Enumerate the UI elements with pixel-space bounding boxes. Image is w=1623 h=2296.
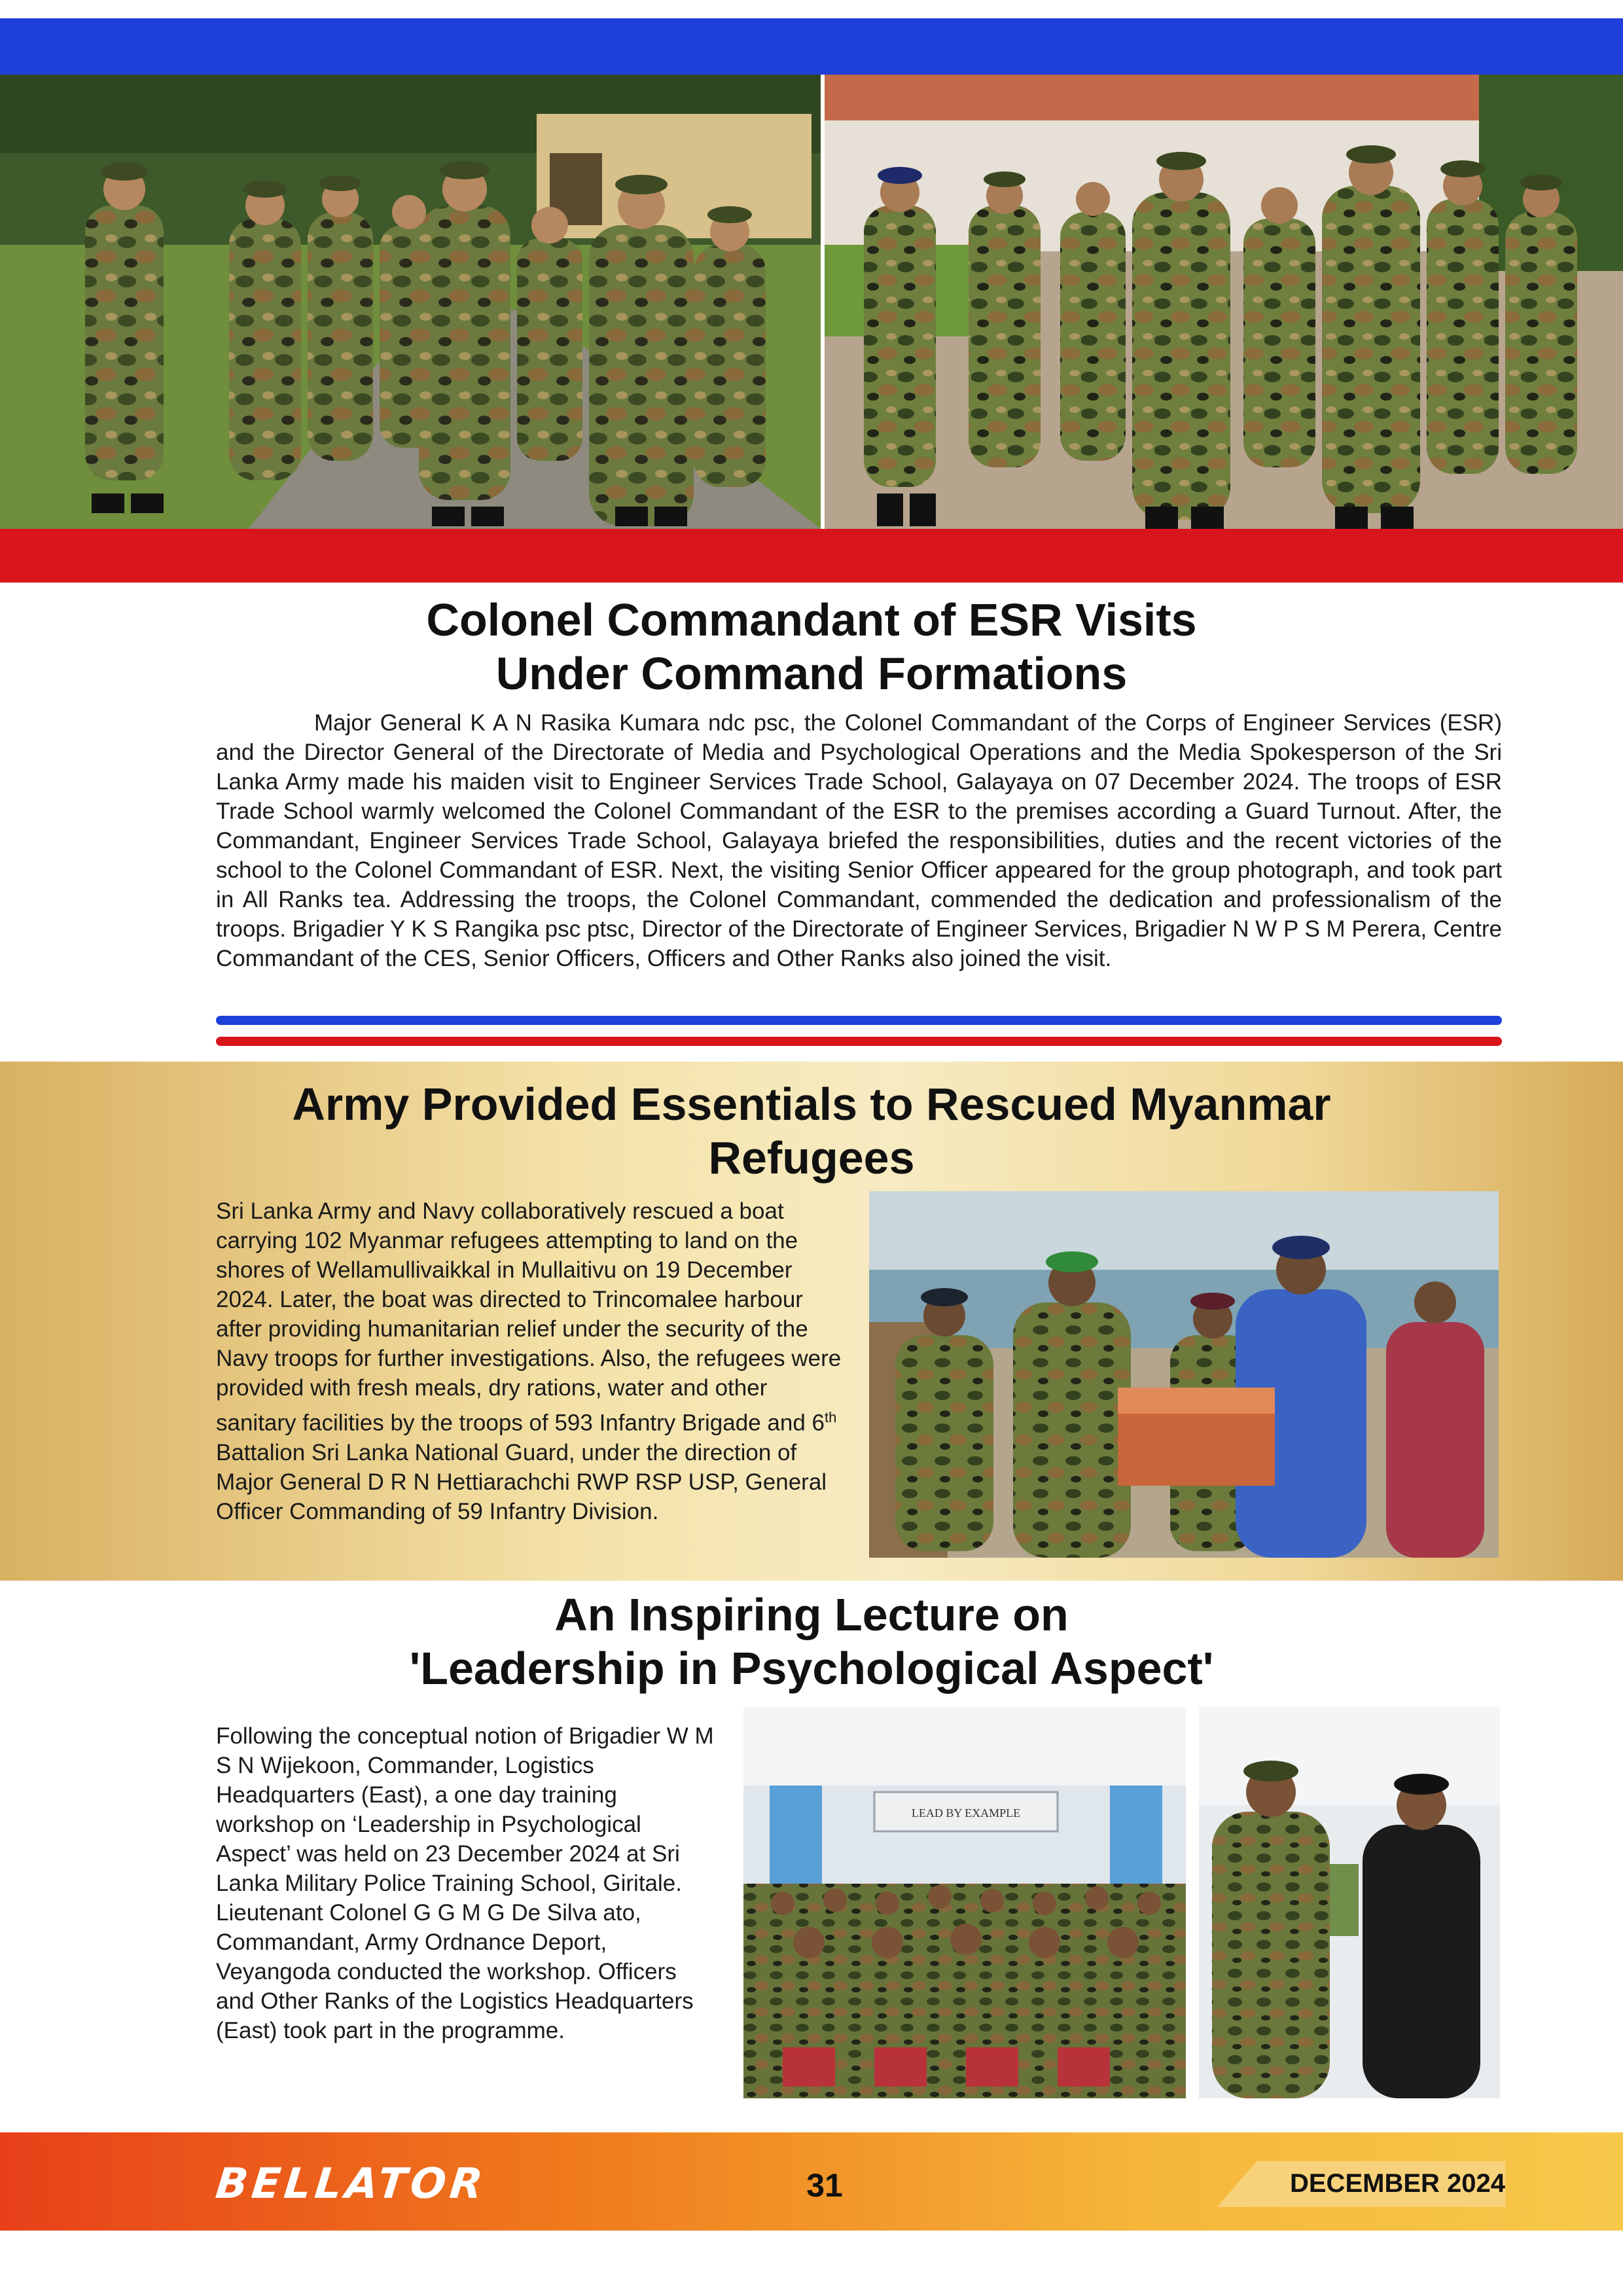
photo-memento-presentation — [1199, 1707, 1500, 2098]
article2-body-part2: Battalion Sri Lanka National Guard, under the direction of Major General D R N Hettiarachchi RWP RSP USP, General Officer Commanding of 59 Infantry Division. — [216, 1439, 827, 1524]
photo-officers-walking — [825, 75, 1623, 529]
magazine-logo: BELLATOR — [213, 2160, 489, 2208]
photo-lecture-hall — [743, 1707, 1186, 2098]
article2-body-part1: Sri Lanka Army and Navy collaboratively rescued a boat carrying 102 Myanmar refugees attempting to land on the shores of Wellamullivaikkal in Mullaitivu on 19 December 2024. Later, the boat was directed to Trincomalee harbour after providing humanitarian relief under the security of the Navy troops for further investigations. Also, the refugees were provided with fresh meals, dry rations, water and other sanitary facilities by the troops of 593 Infantry Brigade and 6 — [216, 1198, 842, 1436]
red-band — [0, 529, 1623, 583]
article2-body-sup: th — [824, 1409, 837, 1426]
article1-headline: Colonel Commandant of ESR Visits Under Command Formations — [426, 594, 1197, 699]
article3-headline: An Inspiring Lecture on 'Leadership in Psychological Aspect' — [409, 1589, 1214, 1694]
divider-blue — [216, 1016, 1502, 1025]
article2-headline: Army Provided Essentials to Rescued Myanmar Refugees — [292, 1079, 1331, 1183]
top-blue-band — [0, 18, 1623, 75]
article1-body: Major General K A N Rasika Kumara ndc psc, the Colonel Commandant of the Corps of Engineer Services (ESR) and the Director General of the Directorate of Media and Psychological Operations and the Media Spokesperson of the Sri Lanka Army made his maiden visit to Engineer Services Trade School, Galayaya on 07 December 2024. The troops of ESR Trade School warmly welcomed the Colonel Commandant of the ESR to the premises according a Guard Turnout. After, the Commandant, Engineer Services Trade School, Galayaya briefed the responsibilities, duties and the recent victories of the school to the Colonel Commandant of ESR. Next, the visiting Senior Officer appeared for the group photograph, and took part in All Ranks tea. Addressing the troops, the Colonel Commandant, commended the dedication and professionalism of the troops. Brigadier Y K S Rangika psc ptsc, Director of the Directorate of Engineer Services, Brigadier N W P S M Perera, Centre Commandant of the CES, Senior Officers, Officers and Other Ranks also joined the visit. — [216, 710, 1502, 971]
page-number: 31 — [806, 2167, 843, 2204]
article2-body — [216, 1196, 851, 1526]
photo-handshake-greeting — [0, 75, 821, 529]
photo-relief-handover — [869, 1191, 1499, 1558]
issue-date: DECEMBER 2024 — [1289, 2169, 1505, 2198]
article3-body: Following the conceptual notion of Brigadier W M S N Wijekoon, Commander, Logistics Headquarters (East), a one day training workshop on ‘Leadership in Psychological Aspect’ was held on 23 December 2024 at Sri Lanka Military Police Training School, Giritale. Lieutenant Colonel G G M G De Silva ato, Commandant, Army Ordnance Deport, Veyangoda conducted the workshop. Officers and Other Ranks of the Logistics Headquarters (East) took part in the programme. — [216, 1723, 714, 2043]
hall-banner-text: LEAD BY EXAMPLE — [911, 1806, 1021, 1820]
divider-red — [216, 1037, 1502, 1046]
